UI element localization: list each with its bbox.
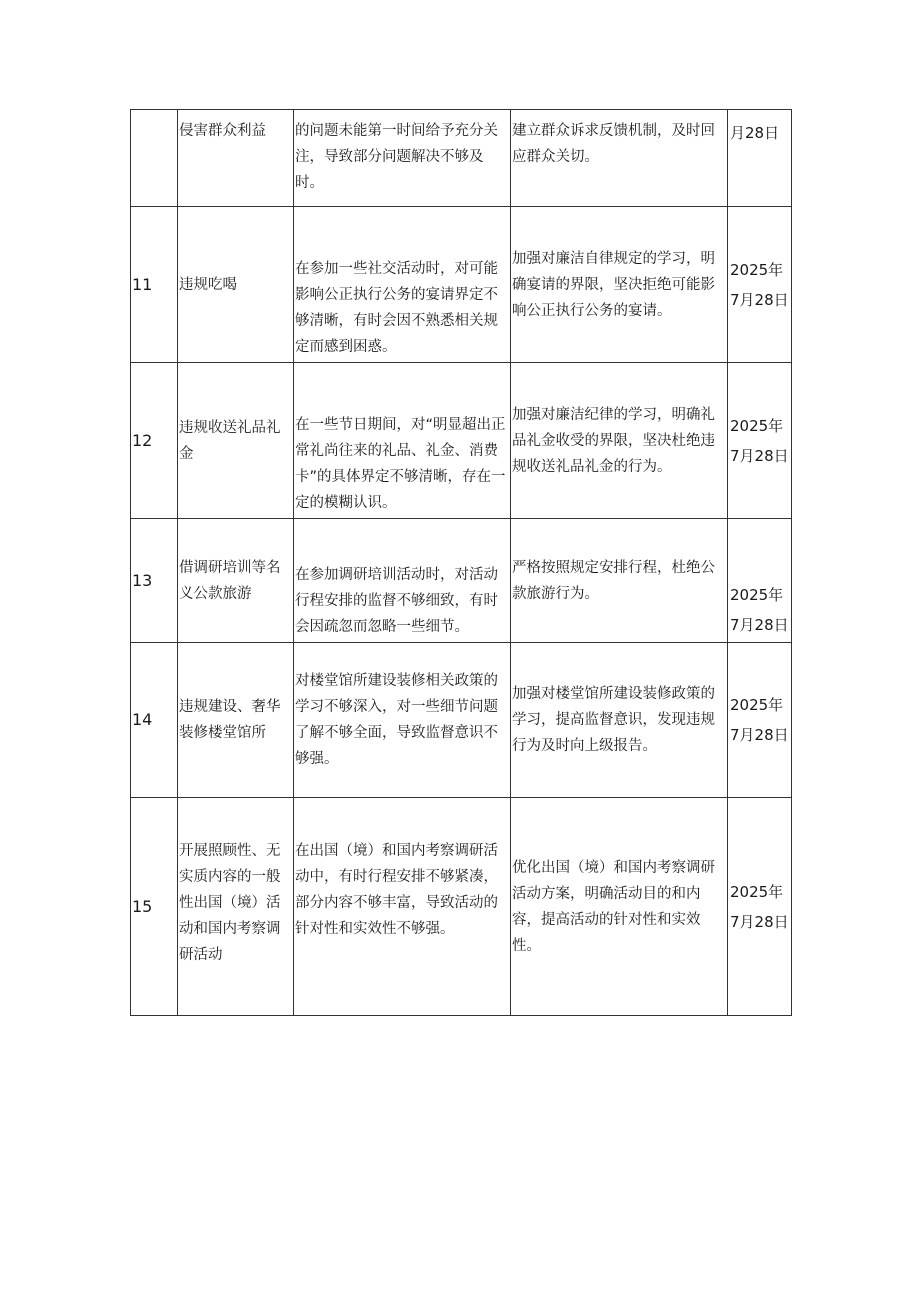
item-cell: 违规收送礼品礼金: [178, 363, 294, 519]
table-row: [131, 363, 792, 519]
row-number: 11: [131, 207, 178, 363]
table-row: [131, 519, 792, 643]
date-cell: 2025年7月28日: [728, 207, 792, 363]
problem-cell: 在一些节日期间，对“明显超出正常礼尚往来的礼品、礼金、消费卡”的具体界定不够清晰，存在一定的模糊认识。: [294, 363, 511, 519]
problem-cell: 在参加一些社交活动时，对可能影响公正执行公务的宴请界定不够清晰，有时会因不熟悉相关规定而感到困惑。: [294, 207, 511, 363]
problem-cell: 对楼堂馆所建设装修相关政策的学习不够深入，对一些细节问题了解不够全面，导致监督意识不够强。: [294, 643, 511, 798]
item-cell: 侵害群众利益: [178, 110, 294, 207]
problem-cell: 在出国（境）和国内考察调研活动中，有时行程安排不够紧凑，部分内容不够丰富，导致活动的针对性和实效性不够强。: [294, 798, 511, 1016]
item-cell: 开展照顾性、无实质内容的一般性出国（境）活动和国内考察调研活动: [178, 798, 294, 1016]
measure-cell: 加强对廉洁自律规定的学习，明确宴请的界限，坚决拒绝可能影响公正执行公务的宴请。: [511, 207, 728, 363]
date-cell: 2025年7月28日: [728, 798, 792, 1016]
date-cell: 2025年7月28日: [728, 519, 792, 643]
row-number: 14: [131, 643, 178, 798]
measure-cell: 加强对楼堂馆所建设装修政策的学习，提高监督意识，发现违规行为及时向上级报告。: [511, 643, 728, 798]
date-cell: 月28日: [728, 110, 792, 207]
item-cell: 违规吃喝: [178, 207, 294, 363]
item-cell: 借调研培训等名义公款旅游: [178, 519, 294, 643]
problem-cell: 在参加调研培训活动时，对活动行程安排的监督不够细致，有时会因疏忽而忽略一些细节。: [294, 519, 511, 643]
table-row: [131, 643, 792, 798]
row-number: 12: [131, 363, 178, 519]
measure-cell: 严格按照规定安排行程，杜绝公款旅游行为。: [511, 519, 728, 643]
measure-cell: 优化出国（境）和国内考察调研活动方案，明确活动目的和内容，提高活动的针对性和实效性。: [511, 798, 728, 1016]
table-row: [131, 110, 792, 207]
date-cell: 2025年7月28日: [728, 363, 792, 519]
table-row: [131, 798, 792, 1016]
problem-cell: 的问题未能第一时间给予充分关注，导致部分问题解决不够及时。: [294, 110, 511, 207]
date-cell: 2025年7月28日: [728, 643, 792, 798]
issue-rectification-table: [130, 109, 792, 1016]
item-cell: 违规建设、奢华装修楼堂馆所: [178, 643, 294, 798]
row-number: 13: [131, 519, 178, 643]
measure-cell: 建立群众诉求反馈机制，及时回应群众关切。: [511, 110, 728, 207]
row-number: 15: [131, 798, 178, 1016]
row-number: [131, 110, 178, 207]
table-row: [131, 207, 792, 363]
measure-cell: 加强对廉洁纪律的学习，明确礼品礼金收受的界限，坚决杜绝违规收送礼品礼金的行为。: [511, 363, 728, 519]
